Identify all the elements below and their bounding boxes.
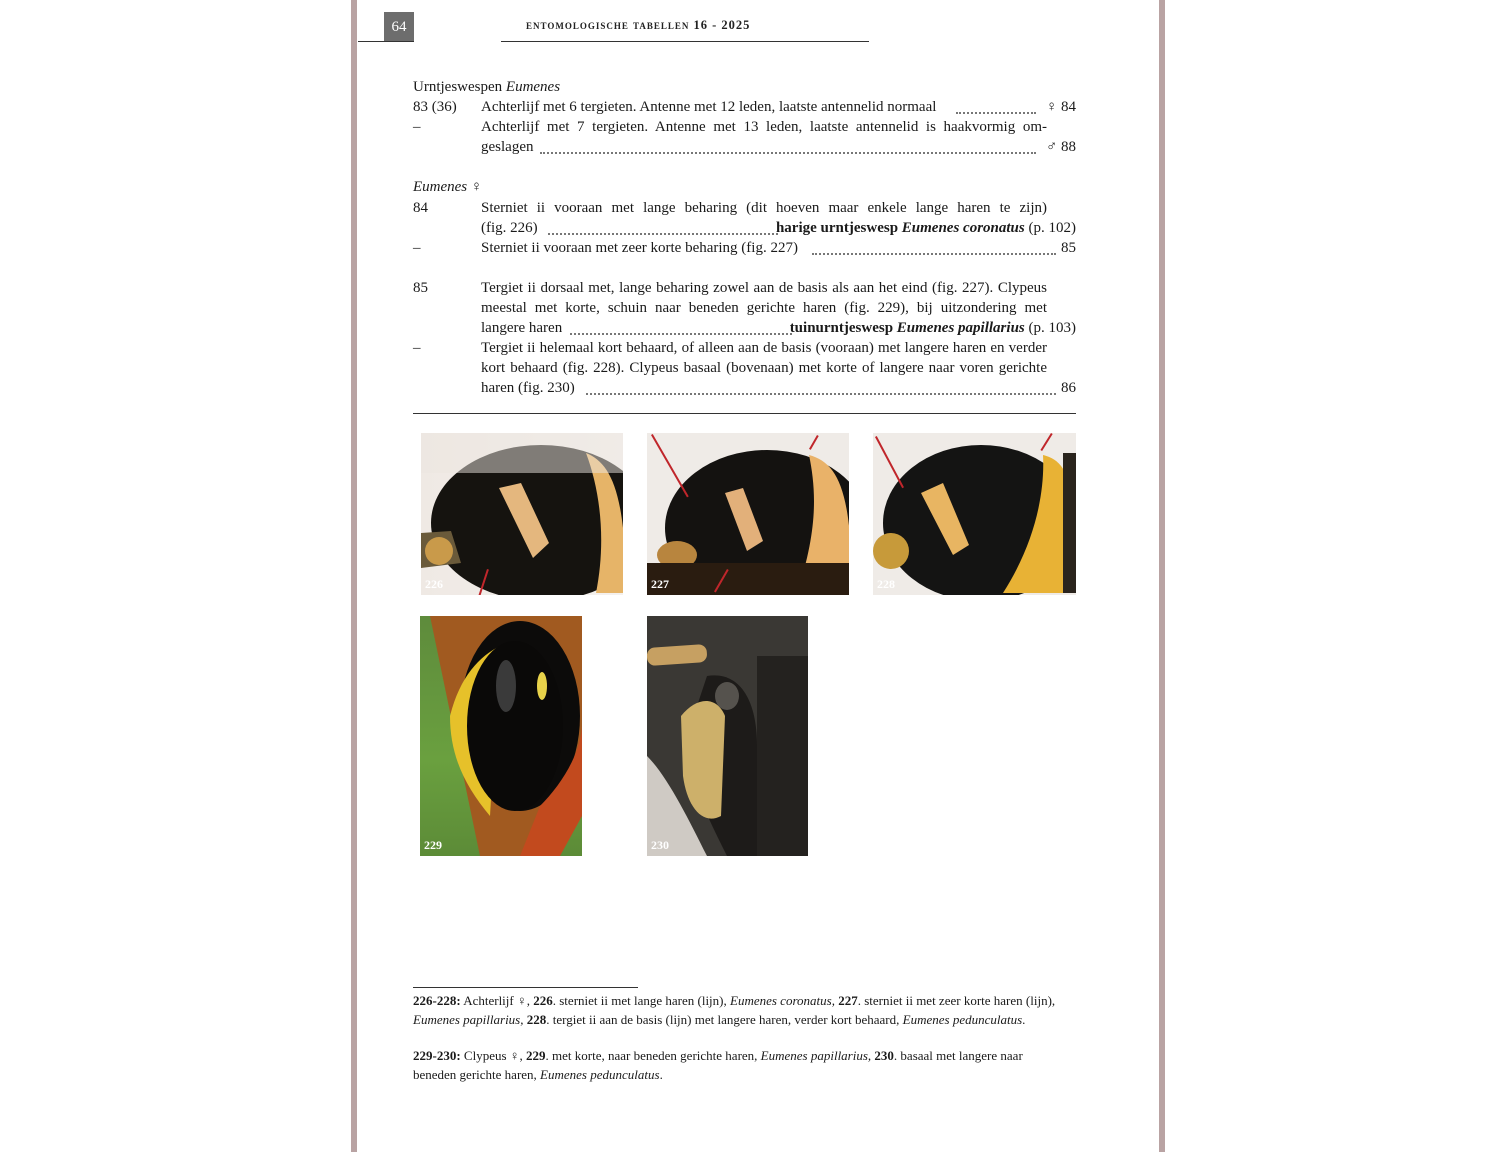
- leader-dots: [956, 92, 1036, 114]
- couplet-84b-text: Sterniet ii vooraan met zeer korte beharing (fig. 227): [481, 240, 798, 256]
- figure-227: [647, 433, 849, 595]
- couplet-85a-result: tuinurntjeswesp Eumenes papillarius (p. 103): [789, 320, 1076, 336]
- figure-226-image: [421, 433, 623, 595]
- figure-229-label: 229: [424, 838, 442, 852]
- couplet-85a-text-line3: langere haren: [481, 320, 563, 336]
- leader-dots: [548, 213, 778, 235]
- couplet-85-number: 85: [413, 280, 428, 296]
- page-number: 64: [384, 12, 414, 42]
- couplet-85b-dash: –: [413, 340, 421, 356]
- figure-226-label: 226: [425, 577, 443, 591]
- couplet-84a-result: harige urntjeswesp Eumenes coronatus (p. 102): [775, 220, 1076, 236]
- subsection-title: Eumenes ♀: [413, 179, 483, 195]
- couplet-83a-result: ♀ 84: [1046, 99, 1076, 115]
- header-rule: [501, 41, 869, 42]
- couplet-84a-text-line2: (fig. 226): [481, 220, 538, 236]
- leader-dots: [570, 313, 792, 335]
- leader-dots: [812, 233, 1056, 255]
- couplet-84b-result: 85: [1061, 240, 1076, 256]
- couplet-83b-result: ♂ 88: [1046, 139, 1076, 155]
- figure-229-image: [420, 616, 582, 856]
- couplet-85b-result: 86: [1061, 380, 1076, 396]
- couplet-83b-text-line2: geslagen: [481, 139, 534, 155]
- figure-228-image: [873, 433, 1076, 595]
- couplet-85b-text-line1: Tergiet ii helemaal kort behaard, of alleen aan de basis (vooraan) met langere haren en verder: [481, 340, 1047, 356]
- couplet-83b-text-line1: Achterlijf met 7 tergieten. Antenne met 13 leden, laatste antennelid is haakvormig om-: [481, 119, 1047, 135]
- figure-230: [647, 616, 808, 856]
- caption-226-228: 226-228: Achterlijf ♀, 226. sterniet ii met lange haren (lijn), Eumenes coronatus, 227. sterniet ii met zeer korte haren (lijn), Eumenes papillarius, 228. tergiet ii aan de basis (lijn) met langere haren, verder kort behaard, Eumenes pedunculatus.: [413, 993, 1056, 1027]
- figure-230-label: 230: [651, 838, 669, 852]
- page-edge-right: [1159, 0, 1165, 1152]
- figure-228-label: 228: [877, 577, 895, 591]
- couplet-84b-dash: –: [413, 240, 421, 256]
- couplet-85a-text-line1: Tergiet ii dorsaal met, lange beharing zowel aan de basis als aan het eind (fig. 227). Clypeus: [481, 280, 1047, 296]
- figure-227-image: [647, 433, 849, 595]
- figure-229: [420, 616, 582, 856]
- figure-227-label: 227: [651, 577, 669, 591]
- section-rule: [413, 413, 1076, 414]
- caption-229-230: 229-230: Clypeus ♀, 229. met korte, naar beneden gerichte haren, Eumenes papillarius, 230. basaal met langere naar beneden gerichte haren, Eumenes pedunculatus.: [413, 1048, 1023, 1082]
- couplet-83b-dash: –: [413, 119, 421, 135]
- couplet-85a-text-line2: meestal met korte, schuin naar beneden gerichte haren (fig. 229), bij uitzondering met: [481, 300, 1047, 316]
- leader-dots: [586, 373, 1056, 395]
- couplet-84-number: 84: [413, 200, 428, 216]
- couplet-85b-text-line2: kort behaard (fig. 228). Clypeus basaal (bovenaan) met korte of langere naar voren gerichte: [481, 360, 1047, 376]
- figure-226: [421, 433, 623, 595]
- header-rule-left: [358, 41, 414, 42]
- running-head: entomologische tabellen 16 - 2025: [526, 18, 751, 32]
- section-title: Urntjeswespen Eumenes: [413, 79, 561, 95]
- couplet-83-number: 83 (36): [413, 99, 457, 115]
- footnote-rule: [413, 987, 638, 988]
- couplet-85b-text-line3: haren (fig. 230): [481, 380, 575, 396]
- couplet-83a-text: Achterlijf met 6 tergieten. Antenne met 12 leden, laatste antennelid normaal: [481, 99, 937, 115]
- leader-dots: [540, 132, 1036, 154]
- figure-230-image: [647, 616, 808, 856]
- couplet-84a-text-line1: Sterniet ii vooraan met lange beharing (dit hoeven maar enkele lange haren te zijn): [481, 200, 1047, 216]
- figure-228: [873, 433, 1076, 595]
